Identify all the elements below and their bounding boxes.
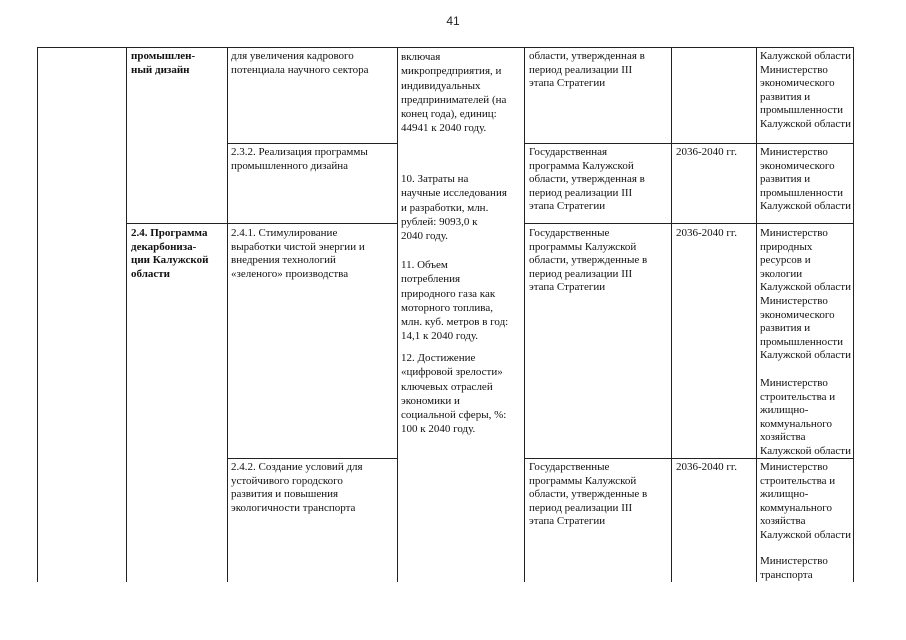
program-row4: Государственные программы Калужской области, утвержденные в период реализации III этапа Стратегии: [529, 461, 648, 528]
col-line-4: [524, 47, 525, 582]
period-row3: 2036-2040 гг.: [676, 227, 737, 239]
indicator-12: 12. Достижение «цифровой зрелости» ключевых отраслей экономики и социальной сферы, %: 100 к 2040 году.: [401, 352, 507, 436]
responsible-row3-a: Министерство природных ресурсов и экологии Калужской области: [760, 227, 851, 294]
col-line-7: [853, 47, 854, 582]
row-divider-2: [227, 143, 397, 144]
col-line-2: [227, 47, 228, 582]
measure-2-3-2: 2.3.2. Реализация программы промышленного дизайна: [231, 146, 368, 172]
page-number: 41: [446, 14, 460, 28]
row-divider-4a: [227, 458, 397, 459]
responsible-row4-a: Министерство строительства и жилищно- коммунального хозяйства Калужской области: [760, 461, 851, 541]
table-top-border: [37, 47, 853, 48]
col-line-3: [397, 47, 398, 582]
measure-2-4-1: 2.4.1. Стимулирование выработки чистой энергии и внедрения технологий «зеленого» производства: [231, 227, 365, 280]
responsible-row2: Министерство экономического развития и промышленности Калужской области: [760, 146, 851, 213]
col-line-6: [756, 47, 757, 582]
period-row2: 2036-2040 гг.: [676, 146, 737, 158]
col-line-0: [37, 47, 38, 582]
program-row1: области, утвержденная в период реализации III этапа Стратегии: [529, 50, 645, 90]
col-line-5: [671, 47, 672, 582]
direction-industrial-design: промышлен- ный дизайн: [131, 50, 196, 76]
row-divider-3b: [524, 223, 853, 224]
direction-decarbonization: 2.4. Программа декарбониза- ции Калужской области: [131, 227, 209, 280]
indicator-9-continued: включая микропредприятия, и индивидуальных предпринимателей (на конец года), единиц: 44941 к 2040 году.: [401, 51, 507, 135]
program-row3: Государственные программы Калужской области, утвержденные в период реализации III этапа Стратегии: [529, 227, 648, 294]
measure-2-4-2: 2.4.2. Создание условий для устойчивого городского развития и повышения экологичности транспорта: [231, 461, 363, 514]
responsible-row1: Калужской области Министерство экономического развития и промышленности Калужской области: [760, 50, 851, 130]
col-line-1: [126, 47, 127, 582]
period-row4: 2036-2040 гг.: [676, 461, 737, 473]
measure-2-3-1-text: для увеличения кадрового потенциала научного сектора: [231, 50, 369, 76]
indicator-10: 10. Затраты на научные исследования и разработки, млн. рублей: 9093,0 к 2040 году.: [401, 173, 507, 243]
program-row2: Государственная программа Калужской области, утвержденная в период реализации III этапа Стратегии: [529, 146, 645, 213]
responsible-row3-b: Министерство экономического развития и промышленности Калужской области: [760, 295, 851, 362]
row-divider-2b: [524, 143, 853, 144]
responsible-row4-b: Министерство транспорта: [760, 555, 828, 581]
row-divider-3a: [126, 223, 397, 224]
indicator-11: 11. Объем потребления природного газа как моторного топлива, млн. куб. метров в год: 14,1 к 2040 году.: [401, 259, 509, 343]
responsible-row3-c: Министерство строительства и жилищно- коммунального хозяйства Калужской области: [760, 377, 851, 457]
